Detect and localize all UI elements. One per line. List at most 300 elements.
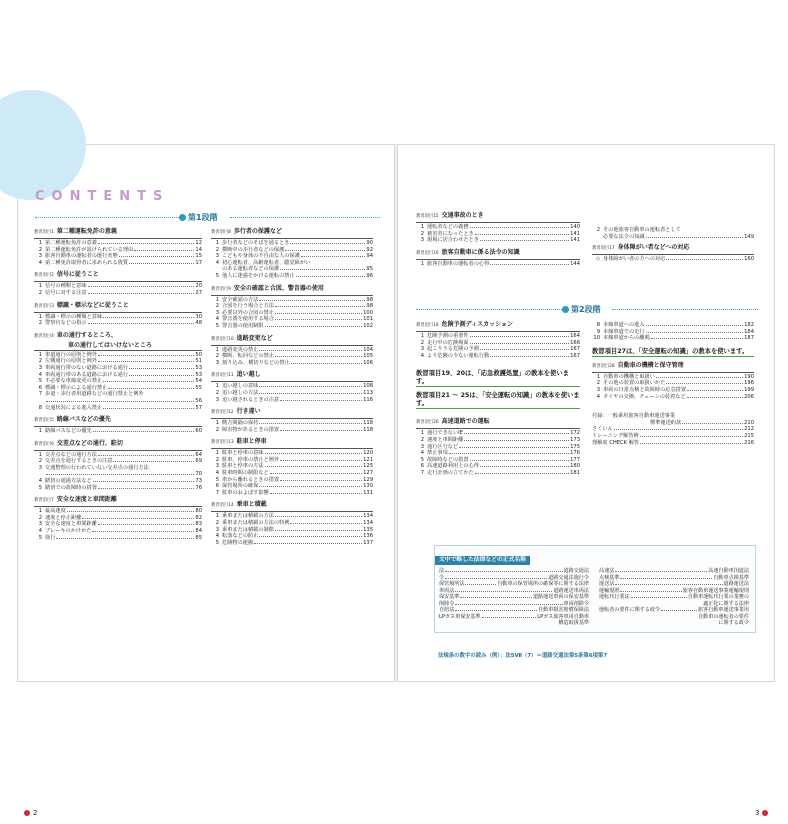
- glossary-full: 自動車の保管場所の確保等に関する法律: [497, 581, 589, 587]
- toc-section-name: 交通事故のとき: [441, 212, 484, 219]
- toc-section-title: [34, 496, 202, 505]
- toc-section-name: 旅客自動車に係る法令の知識: [441, 248, 520, 256]
- left-page: [17, 144, 395, 817]
- toc-row: [211, 490, 373, 497]
- toc-item-page: 190: [744, 373, 754, 380]
- glossary-full: 旅客自動車運送事業運輸規則: [682, 587, 749, 594]
- toc-leader: [98, 485, 195, 489]
- toc-item-number: 1: [215, 296, 219, 303]
- glossary-abbr: 保安基準: [439, 594, 460, 600]
- toc-item-title: 追い越しの意味: [222, 383, 259, 390]
- toc-section-title: [211, 501, 373, 510]
- toc-section-rule: [211, 345, 373, 346]
- glossary-leader: [465, 581, 496, 585]
- toc-leader: [93, 478, 195, 482]
- toc-item-page: 101: [363, 316, 373, 323]
- toc-item-page: 131: [363, 489, 373, 496]
- toc-leader: [259, 347, 362, 351]
- toc-leader: [134, 247, 194, 251]
- part1-label: 第1段階: [188, 212, 218, 222]
- toc-item-title: 信号に対する注意: [45, 289, 87, 296]
- toc-item-title: 信号の種類と意味: [45, 283, 87, 290]
- toc-item-number: 1: [420, 224, 424, 230]
- toc-item-title: 路線バスなどの優先: [45, 428, 92, 435]
- toc-section-rule: [34, 350, 202, 351]
- left-column-2: [211, 228, 373, 551]
- toc-item-page: 84: [195, 528, 202, 535]
- toc-leader: [470, 333, 570, 337]
- toc-section-name: 標識・標示などに従うこと: [56, 301, 129, 309]
- toc-item-number: 6: [38, 384, 42, 391]
- toc-item-title: 踏切での故障時の措置: [45, 484, 97, 491]
- toc-item-number: 5: [215, 476, 219, 483]
- toc-item-title: 禁止事項: [427, 450, 448, 457]
- toc-section-title: [34, 332, 202, 341]
- spacer: [592, 405, 754, 413]
- toc-item-page: 175: [570, 443, 580, 450]
- toc-item-number: 2: [215, 303, 219, 310]
- toc-item-title: 身体障がい者の方への対応: [603, 256, 666, 263]
- toc-item-number: 3: [215, 359, 219, 366]
- toc-section-tag: 教習項目28: [592, 363, 615, 369]
- toc-item-title: 駐車、停車の禁止と例外: [222, 456, 280, 463]
- toc-section: [211, 408, 373, 433]
- toc-section-tag: 教習項目2: [34, 273, 54, 279]
- part2-label: 第2段階: [571, 304, 601, 314]
- toc-section-title: [211, 408, 373, 417]
- toc-item-title: 進路変更の禁止: [222, 346, 259, 353]
- toc-item-title: その他の装置の取扱いかた: [603, 380, 666, 387]
- toc-row: [416, 450, 580, 457]
- toc-item-page: 134: [363, 513, 373, 520]
- toc-leader: [119, 253, 195, 257]
- toc-item-number: 1: [420, 260, 424, 267]
- toc-item-title: 第二種免許取得者に求められる資質: [45, 259, 129, 266]
- toc-section: [592, 244, 754, 263]
- right-column-2-top: [592, 227, 754, 268]
- toc-item-page: 129: [363, 476, 373, 483]
- toc-leader: [88, 290, 195, 294]
- toc-section-tag: 教習項目11: [211, 373, 234, 379]
- toc-section: [592, 362, 754, 400]
- toc-item-title: その他旅客自動車の運転者として: [603, 227, 681, 233]
- toc-leader: [275, 316, 362, 320]
- toc-row: [34, 391, 202, 398]
- toc-item-page: 98: [366, 296, 373, 303]
- toc-section-title: [34, 271, 202, 280]
- appendix-row: [592, 413, 754, 420]
- toc-item-number: 2: [215, 456, 219, 463]
- toc-item-number: 4: [215, 470, 219, 477]
- toc-item-page: 60: [195, 428, 202, 435]
- toc-item-page: 121: [363, 456, 373, 463]
- toc-item-number: 10: [593, 335, 600, 342]
- appendix-title: さくいん: [592, 426, 613, 433]
- toc-leader: [280, 427, 362, 431]
- glossary-leader: [445, 575, 547, 579]
- toc-leader: [103, 314, 194, 318]
- toc-leader: [656, 374, 743, 378]
- toc-section-tag: 教習項目10: [211, 336, 234, 342]
- toc-row: [211, 253, 373, 260]
- toc-item-number: ◇: [596, 256, 600, 263]
- toc-leader: [108, 385, 194, 389]
- toc-row: [34, 528, 202, 535]
- toc-leader: [265, 463, 363, 467]
- toc-item-title: 駐車時間の制限など: [222, 470, 269, 477]
- toc-row: [416, 261, 580, 268]
- toc-section-name: 身体障がい者などへの対応: [617, 244, 690, 252]
- toc-item-title: 歩道・歩行者用道路などの通行禁止と例外: [45, 391, 144, 398]
- toc-row: [211, 483, 373, 490]
- appendix-row: [592, 440, 754, 447]
- toc-item-page: 48: [195, 320, 202, 327]
- glossary-abbr: 法: [439, 568, 445, 574]
- toc-item-page: 206: [744, 393, 754, 400]
- toc-item-page: 56: [195, 397, 202, 404]
- toc-leader: [259, 420, 362, 424]
- toc-section-title: [34, 302, 202, 311]
- page-dot-icon: [24, 810, 30, 816]
- toc-leader: [129, 260, 194, 264]
- toc-item-number: 2: [215, 353, 219, 360]
- toc-item-title: 横断中の歩行者などの保護: [222, 246, 285, 253]
- toc-item-number: 2: [215, 520, 219, 527]
- toc-item-number: 3: [38, 521, 42, 528]
- toc-section-name: 路線バスなどの優先: [56, 416, 111, 424]
- toc-leader: [103, 378, 194, 382]
- toc-section-name: 進路変更など: [236, 334, 273, 342]
- toc-row: [592, 227, 754, 234]
- toc-item-title: 現場に居合わせたとき: [427, 237, 479, 244]
- toc-section-title: [34, 416, 202, 425]
- glossary-header: 文中で略した法律などの正式名称: [435, 556, 530, 565]
- toc-section-title: [416, 212, 580, 221]
- toc-row: [416, 463, 580, 470]
- toc-item-page: 82: [195, 514, 202, 521]
- toc-leader: [490, 353, 569, 357]
- toc-item-number: 2: [38, 320, 42, 327]
- toc-leader: [301, 253, 366, 257]
- toc-leader: [640, 440, 743, 444]
- toc-leader: [280, 397, 362, 401]
- toc-section: [211, 371, 373, 403]
- toc-section-name: 危険予測ディスカッション: [441, 321, 513, 328]
- toc-item-page: 196: [744, 380, 754, 387]
- toc-item-title: 標識・標示による通行禁止: [45, 384, 108, 391]
- toc-row: [34, 260, 202, 267]
- toc-section-name: 行き違い: [236, 408, 261, 416]
- toc-item-number: 2: [420, 230, 424, 237]
- toc-item-title: 車道通行の原則と例外: [45, 351, 97, 358]
- decorative-circle: [0, 90, 86, 200]
- toc-section-tag: 教習項目12: [211, 410, 234, 416]
- part1-header: [179, 212, 218, 222]
- toc-item-number: 5: [38, 534, 42, 541]
- toc-item-title: 車両通行帯のない道路における通行: [45, 364, 129, 371]
- toc-section-name: 安全の確認と合図、警音器の使用: [233, 284, 324, 292]
- toc-section-rule: [211, 295, 373, 296]
- toc-section-tag: 教習項目13: [211, 440, 234, 446]
- appendix-title: 標準運送約款: [650, 419, 682, 426]
- toc-row: [34, 485, 202, 492]
- toc-leader: [259, 483, 362, 487]
- toc-section: [416, 321, 580, 359]
- appendix-page: 212: [744, 426, 754, 433]
- glossary-abbr: 高速法: [599, 568, 615, 574]
- toc-item-page: 15: [195, 253, 202, 260]
- glossary-leader: [615, 581, 722, 585]
- toc-item-number: 4: [38, 371, 42, 378]
- toc-item-number: 3: [420, 346, 424, 353]
- notice-first-aid-rule: [416, 386, 580, 387]
- toc-section-tag: 教習項目26: [416, 420, 439, 426]
- toc-section: [34, 302, 202, 327]
- toc-item-title: 乗車または積載の方法の特例: [222, 520, 290, 527]
- appendix-title: トレーニング解答例: [592, 432, 639, 439]
- toc-item-title: 歩行者などのそばを通るとき: [222, 240, 290, 246]
- toc-item-number: 4: [215, 259, 219, 266]
- toc-section: [34, 228, 202, 266]
- toc-item-page: 137: [363, 539, 373, 546]
- toc-section-title: [416, 249, 580, 258]
- toc-item-page: 14: [195, 246, 202, 253]
- toc-row: [592, 322, 754, 329]
- toc-item-page: 98: [366, 303, 373, 310]
- toc-leader: [296, 273, 366, 277]
- toc-item-number: 2: [596, 380, 600, 387]
- toc-item-page: 12: [195, 240, 202, 246]
- toc-row: [416, 430, 580, 437]
- toc-item-number: 1: [215, 346, 219, 353]
- appendix-page: 215: [744, 432, 754, 439]
- toc-row: [34, 290, 202, 297]
- toc-item-title: 追い越されるときの注意: [222, 396, 280, 403]
- toc-row: [34, 378, 202, 385]
- glossary-leader: [460, 594, 532, 598]
- toc-item-number: 3: [420, 443, 424, 450]
- toc-row: [211, 470, 373, 477]
- toc-item-page: 141: [570, 230, 580, 237]
- toc-leader: [98, 452, 195, 456]
- glossary-leader: [615, 568, 707, 572]
- toc-leader: [275, 527, 362, 531]
- toc-item-page: 102: [363, 322, 373, 329]
- toc-leader: [88, 283, 195, 287]
- toc-row: [211, 390, 373, 397]
- toc-section-title: [416, 418, 580, 427]
- notice-item27-text: 教習項目27は、「安全運転の知識」の教本を使います。: [592, 347, 749, 355]
- toc-section-tag: 教習項目3: [34, 303, 54, 309]
- toc-section-rule: [416, 331, 580, 332]
- toc-row: [34, 428, 202, 435]
- glossary-right: [599, 568, 749, 627]
- toc-row: [34, 358, 202, 365]
- toc-section-name: 第二種運転免許の意義: [56, 228, 117, 235]
- toc-section: [34, 496, 202, 541]
- toc-item-title: こどもや身体の不自由な人の保護: [222, 253, 300, 260]
- toc-row: [34, 478, 202, 485]
- toc-row: [592, 394, 754, 401]
- toc-item-number: 5: [420, 456, 424, 463]
- toc-item-page: 130: [363, 483, 373, 490]
- part1-rule-left: [35, 217, 179, 218]
- toc-section-rule: [211, 238, 373, 239]
- toc-item-title: タイヤの交換、チェーンの装着など: [603, 393, 686, 400]
- toc-leader: [98, 352, 195, 356]
- toc-leader: [449, 450, 569, 454]
- toc-item-page: 141: [570, 237, 580, 244]
- appendix-title: 理解度 CHECK 解答: [592, 439, 640, 446]
- toc-leader: [280, 266, 365, 270]
- toc-row: [34, 365, 202, 372]
- glossary-box: [434, 545, 756, 633]
- toc-item-title: 徐行: [45, 534, 56, 541]
- toc-item-page: 57: [195, 404, 202, 411]
- toc-item-page: 51: [195, 358, 202, 365]
- toc-section-rule: [592, 372, 754, 373]
- toc-item-title: 駐車のおよぼす影響: [222, 489, 269, 496]
- toc-item-page: 95: [366, 266, 373, 273]
- toc-leader: [285, 247, 365, 251]
- toc-leader: [275, 303, 366, 307]
- toc-leader: [92, 528, 194, 532]
- toc-item-title: 走行中の危険場面: [427, 339, 469, 346]
- appendix-row: [592, 426, 754, 433]
- toc-row: [34, 320, 202, 327]
- toc-section-title: [416, 321, 580, 330]
- toc-item-number: 2: [596, 227, 600, 233]
- toc-leader: [46, 398, 194, 402]
- glossary-leader: [631, 594, 687, 598]
- toc-item-number: 8: [596, 322, 600, 328]
- toc-item-page: 17: [195, 259, 202, 266]
- toc-item-title: 他人に迷惑をかける運転の禁止: [222, 272, 295, 279]
- toc-item-title: 警察官などの指示: [45, 320, 87, 327]
- toc-item-title: より危険の少ない運転行動: [427, 352, 490, 359]
- toc-item-page: 73: [195, 478, 202, 485]
- toc-row: [211, 397, 373, 404]
- toc-leader: [56, 535, 194, 539]
- toc-row: [211, 353, 373, 360]
- toc-item-title: 警音器の使用制限: [222, 322, 264, 329]
- glossary-leader: [620, 588, 681, 592]
- toc-section-title: [211, 371, 373, 380]
- toc-section: [211, 438, 373, 496]
- toc-item-number: 1: [420, 333, 424, 339]
- toc-item-number: 2: [38, 514, 42, 521]
- glossary-full: LPガス旅客車用自動車: [537, 613, 589, 620]
- toc-item-page: 94: [366, 253, 373, 260]
- toc-row: [34, 508, 202, 515]
- toc-section: [34, 440, 202, 492]
- toc-item-page: 54: [195, 378, 202, 385]
- toc-section: [211, 501, 373, 546]
- toc-item-number: 1: [38, 508, 42, 515]
- toc-row: [211, 323, 373, 330]
- toc-section-tag: 教習項目7: [34, 498, 54, 504]
- toc-section-tag: 教習項目17: [592, 246, 615, 252]
- toc-item-number: 3: [596, 386, 600, 393]
- toc-leader: [290, 520, 362, 524]
- toc-leader: [475, 231, 569, 235]
- glossary-abbr: 自賠法: [439, 607, 455, 613]
- toc-item-page: 100: [363, 309, 373, 316]
- toc-leader: [82, 515, 194, 519]
- toc-item-number: 2: [215, 426, 219, 433]
- appendix-row: [592, 420, 754, 427]
- toc-item-number: 9: [596, 328, 600, 335]
- toc-section-tag: 教習項目4: [34, 333, 54, 339]
- toc-item-number: 6: [215, 483, 219, 490]
- toc-item-number: 2: [420, 339, 424, 346]
- toc-item-title: 車から離れるときの措置: [222, 476, 280, 483]
- part2-dot-icon: [562, 306, 569, 313]
- toc-item-page: 76: [195, 484, 202, 491]
- toc-item-page: 199: [744, 386, 754, 393]
- toc-item-number: 5: [38, 484, 42, 491]
- toc-item-title: 自動車の機構と取扱い: [603, 373, 655, 380]
- toc-leader: [275, 353, 362, 357]
- toc-section: [34, 271, 202, 296]
- toc-leader: [290, 240, 365, 244]
- toc-section-name: 安全な速度と車間距離: [56, 496, 117, 504]
- toc-row: [211, 316, 373, 323]
- toc-item-title: ブレーキのかけかた: [45, 528, 92, 535]
- toc-item-number: 1: [596, 373, 600, 380]
- toc-item-title: 第二種運転免許の意義: [45, 240, 97, 246]
- toc-section-name-cont: 車の通行してはいけないところ: [68, 341, 153, 349]
- toc-leader: [254, 540, 362, 544]
- notice-item27-rule: [592, 356, 754, 357]
- toc-item-page: 55: [195, 384, 202, 391]
- toc-item-title: 車両通行帯のある道路における通行: [45, 371, 129, 378]
- toc-leader: [651, 335, 743, 339]
- toc-leader: [259, 390, 362, 394]
- right-page-number-text: 3: [755, 809, 760, 817]
- toc-section-title: [211, 438, 373, 447]
- toc-item-page: 181: [570, 469, 580, 476]
- toc-section-title: [34, 440, 202, 449]
- toc-leader: [46, 471, 194, 475]
- part2-rule-right: [612, 309, 758, 310]
- toc-section: [211, 228, 373, 280]
- toc-leader: [265, 323, 363, 327]
- toc-leader: [490, 261, 569, 265]
- toc-item-page: 187: [744, 335, 754, 342]
- toc-item-number: 1: [38, 240, 42, 246]
- glossary-full: 道路運送法: [723, 581, 749, 587]
- toc-item-title: 旅客自動車の運転者の心得: [427, 260, 490, 267]
- glossary-leader: [455, 601, 562, 605]
- toc-item-page: 50: [195, 351, 202, 358]
- toc-section-name: 高速道路での運転: [441, 418, 490, 426]
- toc-row: [34, 398, 202, 405]
- toc-leader: [270, 470, 362, 474]
- toc-section-name: 車の通行するところ、: [56, 331, 117, 339]
- toc-section-rule: [34, 426, 202, 427]
- toc-item-number: 4: [38, 259, 42, 266]
- toc-item-number: 1: [38, 428, 42, 435]
- toc-leader: [480, 463, 569, 467]
- toc-row: [211, 266, 373, 273]
- toc-item-title: 最高速度: [45, 508, 66, 515]
- toc-item-number: 2: [215, 389, 219, 396]
- toc-item-page: 104: [363, 346, 373, 353]
- toc-item-page: 160: [744, 256, 754, 263]
- toc-section-title: [34, 228, 202, 237]
- toc-item-title: 横断、転回などの禁止: [222, 353, 274, 360]
